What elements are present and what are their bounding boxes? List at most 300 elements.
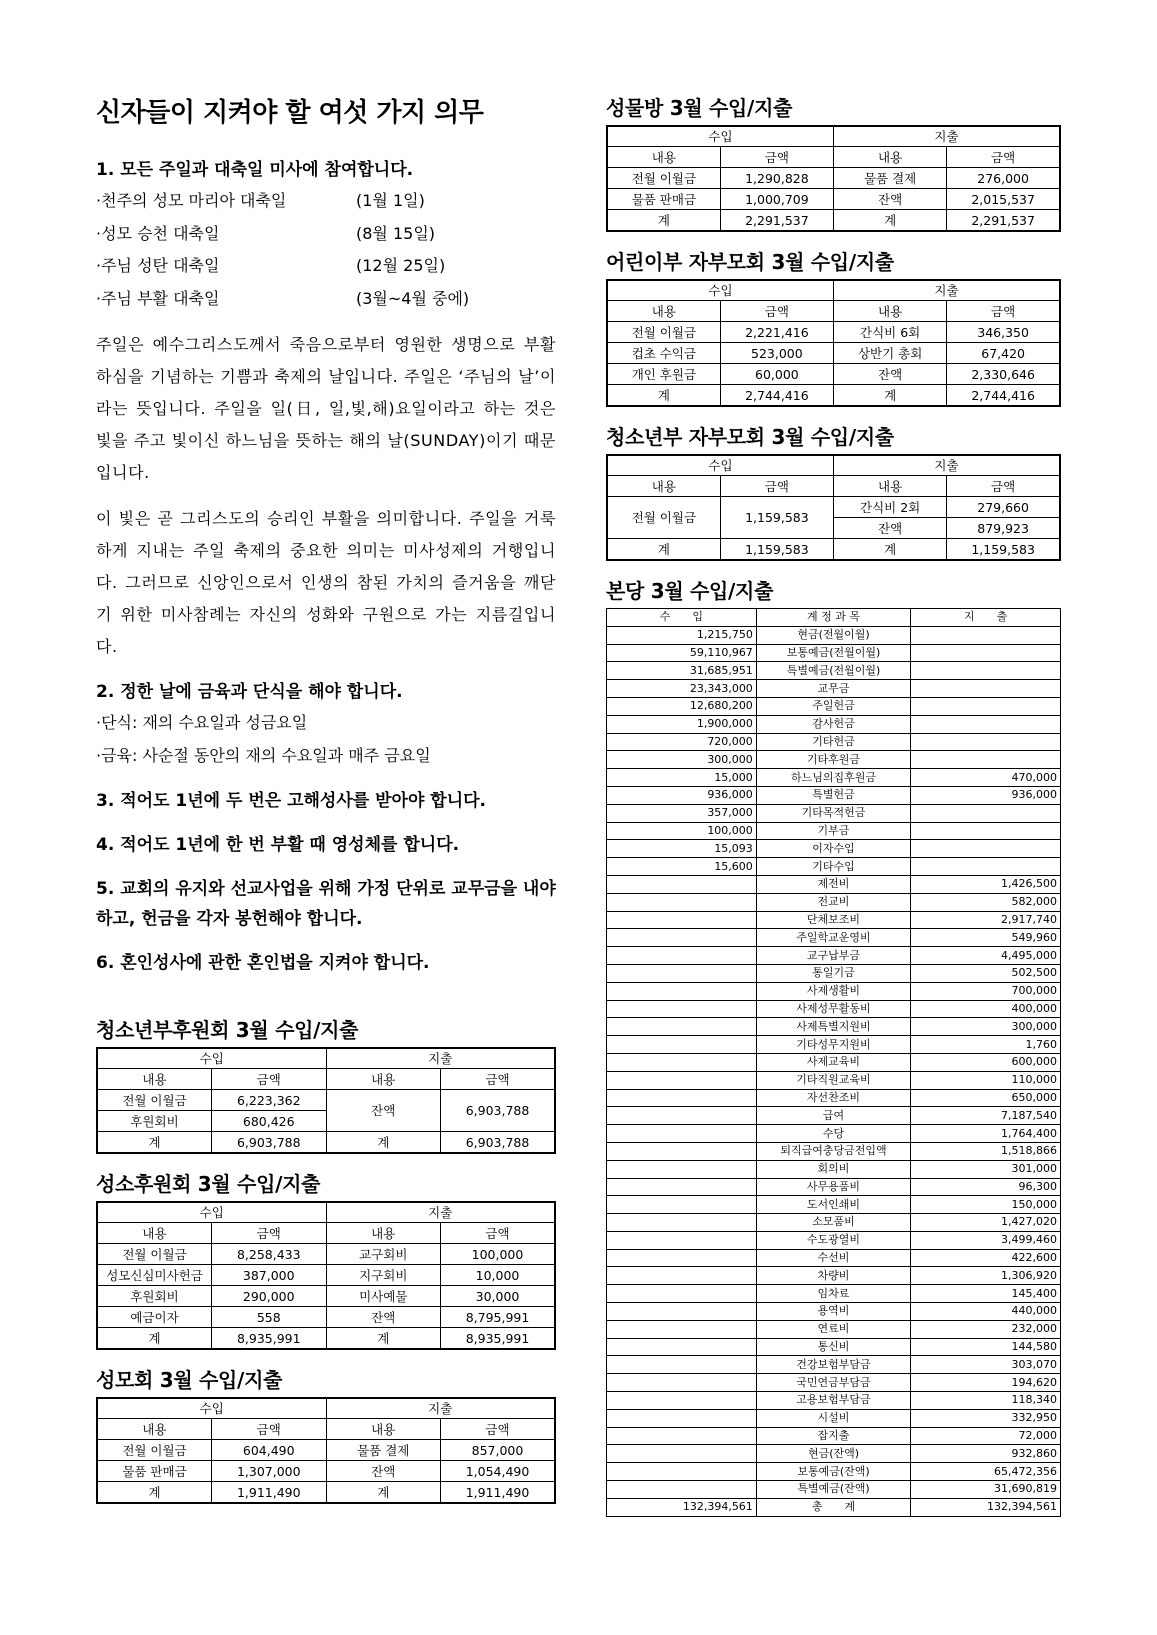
ledger-expense — [911, 697, 1061, 715]
ledger-row — [607, 1303, 1061, 1321]
ledger-row — [607, 662, 1061, 680]
cell: 개인 후원금 — [607, 364, 720, 385]
ledger-expense — [911, 804, 1061, 822]
table-row — [607, 497, 1060, 518]
ledger-row — [607, 1463, 1061, 1481]
ledger-income — [607, 1356, 757, 1374]
ledger-account: 감사헌금 — [756, 715, 910, 733]
cell: 잔액 — [326, 1090, 441, 1132]
ledger-account: 고용보험부담금 — [756, 1392, 910, 1410]
ledger-account: 현금(잔액) — [756, 1445, 910, 1463]
main-section — [606, 575, 1061, 1517]
ledger-expense: 422,600 — [911, 1249, 1061, 1267]
ledger-income — [607, 1445, 757, 1463]
cell: 8,935,991 — [441, 1328, 556, 1350]
cell: 523,000 — [720, 343, 833, 364]
cell: 67,420 — [947, 343, 1060, 364]
ledger-expense: 110,000 — [911, 1071, 1061, 1089]
total-row — [607, 539, 1060, 561]
right-column — [606, 92, 1061, 1517]
ledger-expense: 549,960 — [911, 929, 1061, 947]
cell: 물품 결제 — [326, 1440, 441, 1461]
mothers-table — [96, 1397, 556, 1504]
cell: 558 — [212, 1307, 327, 1328]
ledger-expense: 600,000 — [911, 1053, 1061, 1071]
ledger-row — [607, 644, 1061, 662]
ledger-expense: 303,070 — [911, 1356, 1061, 1374]
ledger-expense: 1,306,920 — [911, 1267, 1061, 1285]
ledger-row — [607, 1214, 1061, 1232]
income-header: 수입 — [97, 1048, 326, 1069]
cell: 계 — [607, 210, 720, 232]
cell: 전월 이월금 — [97, 1090, 212, 1111]
ledger-row — [607, 911, 1061, 929]
ledger-income — [607, 1125, 757, 1143]
ledger-expense — [911, 626, 1061, 644]
ledger-account: 기부금 — [756, 822, 910, 840]
col-item: 내용 — [326, 1069, 441, 1090]
ledger-income — [607, 893, 757, 911]
ledger-expense: 932,860 — [911, 1445, 1061, 1463]
cell: 물품 결제 — [834, 168, 947, 189]
table-row — [97, 1286, 555, 1307]
cell: 8,258,433 — [212, 1244, 327, 1265]
cell: 2,291,537 — [947, 210, 1060, 232]
ledger-income — [607, 1196, 757, 1214]
ledger-income — [607, 1000, 757, 1018]
feast-name: ·주님 부활 대축일 — [96, 288, 220, 308]
mothers-section — [96, 1364, 556, 1504]
ledger-income — [607, 1071, 757, 1089]
feast-item — [96, 283, 556, 316]
cell: 1,000,709 — [720, 189, 833, 210]
ledger-account: 퇴직급여충당금전입액 — [756, 1142, 910, 1160]
cell: 60,000 — [720, 364, 833, 385]
col-amount: 금액 — [720, 476, 833, 497]
ledger-row — [607, 964, 1061, 982]
cell: 6,903,788 — [441, 1132, 556, 1154]
income-header: 수입 — [97, 1202, 326, 1223]
ledger-income — [607, 947, 757, 965]
ledger-income: 300,000 — [607, 751, 757, 769]
ledger-expense: 150,000 — [911, 1196, 1061, 1214]
col-item: 내용 — [97, 1069, 212, 1090]
cell: 간식비 6회 — [834, 322, 947, 343]
col-item: 내용 — [97, 1223, 212, 1244]
youth-support-table — [96, 1047, 556, 1154]
col-item: 내용 — [326, 1223, 441, 1244]
ledger-income: 936,000 — [607, 786, 757, 804]
ledger-row — [607, 1356, 1061, 1374]
ledger-row — [607, 1285, 1061, 1303]
ledger-account: 수선비 — [756, 1249, 910, 1267]
table-row — [97, 1440, 555, 1461]
youth-support-section — [96, 1014, 556, 1154]
col-item: 내용 — [607, 301, 720, 322]
cell: 8,935,991 — [212, 1328, 327, 1350]
ledger-total-income: 132,394,561 — [607, 1498, 757, 1516]
ledger-income — [607, 1214, 757, 1232]
cell: 6,223,362 — [212, 1090, 327, 1111]
ledger-account: 건강보험부담금 — [756, 1356, 910, 1374]
feast-item — [96, 185, 556, 218]
ledger-income — [607, 1036, 757, 1054]
children-table — [606, 279, 1061, 407]
cell: 1,290,828 — [720, 168, 833, 189]
ledger-income — [607, 929, 757, 947]
ledger-account: 급여 — [756, 1107, 910, 1125]
ledger-row — [607, 804, 1061, 822]
ledger-expense: 400,000 — [911, 1000, 1061, 1018]
duty-4: 4. 적어도 1년에 한 번 부활 때 영성체를 합니다. — [96, 835, 460, 855]
duty-6: 6. 혼인성사에 관한 혼인법을 지켜야 합니다. — [96, 953, 430, 973]
ledger-row — [607, 1125, 1061, 1143]
abstain-rule: ·금육: 사순절 동안의 재의 수요일과 매주 금요일 — [96, 745, 431, 765]
ledger-expense: 194,620 — [911, 1374, 1061, 1392]
ledger-expense: 7,187,540 — [911, 1107, 1061, 1125]
ledger-income — [607, 875, 757, 893]
cell: 잔액 — [834, 364, 947, 385]
ledger-income: 1,215,750 — [607, 626, 757, 644]
col-amount: 금액 — [947, 476, 1060, 497]
ledger-row — [607, 626, 1061, 644]
ledger-income: 100,000 — [607, 822, 757, 840]
ledger-expense: 582,000 — [911, 893, 1061, 911]
ledger-account: 국민연금부담금 — [756, 1374, 910, 1392]
cell: 6,903,788 — [441, 1090, 556, 1132]
ledger-row — [607, 947, 1061, 965]
ledger-income — [607, 1160, 757, 1178]
ledger-expense: 332,950 — [911, 1409, 1061, 1427]
ledger-row — [607, 929, 1061, 947]
feast-name: ·성모 승천 대축일 — [96, 223, 220, 243]
col-amount: 금액 — [947, 147, 1060, 168]
section-title: 청소년부 자부모회 3월 수입/지출 — [606, 425, 894, 449]
cell: 예금이자 — [97, 1307, 212, 1328]
total-row — [607, 385, 1060, 407]
total-row — [97, 1328, 555, 1350]
ledger-row — [607, 1267, 1061, 1285]
cell: 후원회비 — [97, 1286, 212, 1307]
ledger-row — [607, 1160, 1061, 1178]
ledger-row — [607, 858, 1061, 876]
ledger-row — [607, 1196, 1061, 1214]
goods-table — [606, 125, 1061, 232]
ledger-row — [607, 1231, 1061, 1249]
ledger-expense: 1,426,500 — [911, 875, 1061, 893]
ledger-account: 잡지출 — [756, 1427, 910, 1445]
income-header: 수입 — [607, 280, 834, 301]
ledger-row — [607, 1338, 1061, 1356]
cell: 276,000 — [947, 168, 1060, 189]
section-title: 본당 3월 수입/지출 — [606, 579, 774, 603]
ledger-expense — [911, 644, 1061, 662]
cell: 상반기 총회 — [834, 343, 947, 364]
ledger-account: 사무용품비 — [756, 1178, 910, 1196]
expense-header: 지출 — [834, 455, 1061, 476]
children-section — [606, 246, 1061, 407]
ledger-row — [607, 1392, 1061, 1410]
ledger-expense: 31,690,819 — [911, 1481, 1061, 1499]
ledger-expense — [911, 715, 1061, 733]
ledger-income — [607, 1320, 757, 1338]
ledger-total-label: 총 계 — [756, 1498, 910, 1516]
ledger-income: 357,000 — [607, 804, 757, 822]
ledger-expense: 1,518,866 — [911, 1142, 1061, 1160]
fast-rule: ·단식: 재의 수요일과 성금요일 — [96, 713, 308, 732]
col-amount: 금액 — [212, 1223, 327, 1244]
income-header: 수입 — [97, 1398, 326, 1419]
cell: 잔액 — [834, 518, 947, 539]
ledger-row — [607, 875, 1061, 893]
ledger-income — [607, 1481, 757, 1499]
ledger-account: 수당 — [756, 1125, 910, 1143]
cell: 계 — [97, 1482, 212, 1504]
feast-name: ·주님 성탄 대축일 — [96, 256, 220, 275]
cell: 계 — [326, 1482, 441, 1504]
cell: 604,490 — [212, 1440, 327, 1461]
sunday-paragraph: 주일은 예수그리스도께서 죽음으로부터 영원한 생명으로 부활하심을 기념하는 기쁨과 축제의 날입니다. 주일은 ‘주님의 날’이라는 뜻입니다. 주일을 일(日, 일,빛,해)요일이라고 하는 것은 빛을 주고 빛이신 하느님을 뜻하는 해의 날(SUNDAY)이기 때문입니다. — [96, 335, 556, 482]
ledger-income — [607, 1142, 757, 1160]
ledger-row — [607, 840, 1061, 858]
ledger-total-expense: 132,394,561 — [911, 1498, 1061, 1516]
section-title: 청소년부후원회 3월 수입/지출 — [96, 1018, 359, 1042]
feast-item — [96, 218, 556, 251]
ledger-income: 15,600 — [607, 858, 757, 876]
expense-header: 지출 — [326, 1398, 555, 1419]
cell: 1,054,490 — [441, 1461, 556, 1482]
ledger-header-expense: 지 출 — [911, 609, 1061, 627]
cell: 30,000 — [441, 1286, 556, 1307]
feast-date: (12월 25일) — [356, 256, 446, 275]
cell: 계 — [834, 385, 947, 407]
cell: 10,000 — [441, 1265, 556, 1286]
ledger-income — [607, 1427, 757, 1445]
cell: 간식비 2회 — [834, 497, 947, 518]
col-item: 내용 — [834, 301, 947, 322]
cell: 879,923 — [947, 518, 1060, 539]
ledger-account: 교구납부금 — [756, 947, 910, 965]
table-row — [97, 1090, 555, 1111]
ledger-expense: 4,495,000 — [911, 947, 1061, 965]
ledger-expense: 301,000 — [911, 1160, 1061, 1178]
ledger-income — [607, 1392, 757, 1410]
ledger-account: 통일기금 — [756, 964, 910, 982]
col-amount: 금액 — [212, 1419, 327, 1440]
cell: 계 — [326, 1328, 441, 1350]
ledger-expense: 65,472,356 — [911, 1463, 1061, 1481]
ledger-account: 특별예금(잔액) — [756, 1481, 910, 1499]
table-row — [97, 1307, 555, 1328]
ledger-row — [607, 982, 1061, 1000]
ledger-row — [607, 1018, 1061, 1036]
ledger-account: 기타직원교육비 — [756, 1071, 910, 1089]
ledger-income: 15,093 — [607, 840, 757, 858]
ledger-expense: 144,580 — [911, 1338, 1061, 1356]
col-item: 내용 — [97, 1419, 212, 1440]
col-amount: 금액 — [947, 301, 1060, 322]
total-row — [607, 210, 1060, 232]
ledger-income — [607, 1178, 757, 1196]
duty-3: 3. 적어도 1년에 두 번은 고해성사를 받아야 합니다. — [96, 791, 487, 811]
cell: 1,307,000 — [212, 1461, 327, 1482]
expense-header: 지출 — [326, 1048, 555, 1069]
ledger-account: 기타성무지원비 — [756, 1036, 910, 1054]
col-amount: 금액 — [212, 1069, 327, 1090]
ledger-expense: 650,000 — [911, 1089, 1061, 1107]
ledger-expense — [911, 733, 1061, 751]
col-item: 내용 — [834, 147, 947, 168]
ledger-account: 보통예금(잔액) — [756, 1463, 910, 1481]
col-item: 내용 — [834, 476, 947, 497]
cell: 잔액 — [326, 1461, 441, 1482]
cell: 성모신심미사헌금 — [97, 1265, 212, 1286]
left-column — [96, 92, 556, 1504]
cell: 1,159,583 — [947, 539, 1060, 561]
cell: 전월 이월금 — [607, 322, 720, 343]
ledger-account: 보통예금(전월이월) — [756, 644, 910, 662]
cell: 1,159,583 — [720, 497, 833, 539]
cell: 6,903,788 — [212, 1132, 327, 1154]
ledger-row — [607, 715, 1061, 733]
cell: 계 — [326, 1132, 441, 1154]
ledger-row — [607, 680, 1061, 698]
ledger-income: 1,900,000 — [607, 715, 757, 733]
ledger-income: 59,110,967 — [607, 644, 757, 662]
ledger-account: 전교비 — [756, 893, 910, 911]
ledger-income — [607, 1089, 757, 1107]
ledger-expense: 440,000 — [911, 1303, 1061, 1321]
table-row — [607, 168, 1060, 189]
col-amount: 금액 — [441, 1223, 556, 1244]
ledger-row — [607, 1481, 1061, 1499]
cell: 857,000 — [441, 1440, 556, 1461]
cell: 100,000 — [441, 1244, 556, 1265]
ledger-expense — [911, 751, 1061, 769]
ledger-account: 특별예금(전월이월) — [756, 662, 910, 680]
col-item: 내용 — [607, 147, 720, 168]
ledger-row — [607, 893, 1061, 911]
cell: 교구회비 — [326, 1244, 441, 1265]
ledger-expense: 700,000 — [911, 982, 1061, 1000]
ledger-income — [607, 1267, 757, 1285]
cell: 전월 이월금 — [97, 1244, 212, 1265]
table-row — [97, 1244, 555, 1265]
ledger-account: 기타후원금 — [756, 751, 910, 769]
col-amount: 금액 — [441, 1419, 556, 1440]
ledger-expense: 232,000 — [911, 1320, 1061, 1338]
cell: 1,911,490 — [212, 1482, 327, 1504]
feast-name: ·천주의 성모 마리아 대축일 — [96, 191, 287, 210]
ledger-expense: 2,917,740 — [911, 911, 1061, 929]
ledger-row — [607, 733, 1061, 751]
section-title: 어린이부 자부모회 3월 수입/지출 — [606, 250, 894, 274]
ledger-account: 용역비 — [756, 1303, 910, 1321]
teens-table — [606, 454, 1061, 561]
ledger-income — [607, 982, 757, 1000]
ledger-account: 임차료 — [756, 1285, 910, 1303]
cell: 잔액 — [834, 189, 947, 210]
cell: 2,221,416 — [720, 322, 833, 343]
col-item: 내용 — [326, 1419, 441, 1440]
ledger-account: 이자수입 — [756, 840, 910, 858]
feast-date: (1월 1일) — [356, 191, 425, 210]
cell: 잔액 — [326, 1307, 441, 1328]
ledger-expense: 145,400 — [911, 1285, 1061, 1303]
cell: 컵초 수익금 — [607, 343, 720, 364]
ledger-expense: 300,000 — [911, 1018, 1061, 1036]
expense-header: 지출 — [834, 126, 1061, 147]
ledger-account: 기타목적헌금 — [756, 804, 910, 822]
cell: 전월 이월금 — [607, 497, 720, 539]
cell: 2,330,646 — [947, 364, 1060, 385]
vocation-table — [96, 1201, 556, 1350]
ledger-expense: 72,000 — [911, 1427, 1061, 1445]
ledger-row — [607, 786, 1061, 804]
ledger-income — [607, 1107, 757, 1125]
cell: 2,291,537 — [720, 210, 833, 232]
cell: 전월 이월금 — [607, 168, 720, 189]
cell: 8,795,991 — [441, 1307, 556, 1328]
ledger-row — [607, 1053, 1061, 1071]
ledger-row — [607, 1036, 1061, 1054]
cell: 279,660 — [947, 497, 1060, 518]
ledger-expense: 502,500 — [911, 964, 1061, 982]
cell: 680,426 — [212, 1111, 327, 1132]
cell: 346,350 — [947, 322, 1060, 343]
ledger-header-income: 수 입 — [607, 609, 757, 627]
ledger-income: 12,680,200 — [607, 697, 757, 715]
duty-1: 1. 모든 주일과 대축일 미사에 참여합니다. — [96, 160, 414, 180]
cell: 계 — [97, 1328, 212, 1350]
ledger-row — [607, 1374, 1061, 1392]
cell: 지구회비 — [326, 1265, 441, 1286]
ledger-expense: 936,000 — [911, 786, 1061, 804]
ledger-row — [607, 1071, 1061, 1089]
ledger-expense: 1,764,400 — [911, 1125, 1061, 1143]
col-amount: 금액 — [720, 301, 833, 322]
cell: 2,015,537 — [947, 189, 1060, 210]
ledger-row — [607, 751, 1061, 769]
col-amount: 금액 — [441, 1069, 556, 1090]
cell: 물품 판매금 — [97, 1461, 212, 1482]
ledger-expense: 1,760 — [911, 1036, 1061, 1054]
cell: 1,911,490 — [441, 1482, 556, 1504]
ledger-account: 주일학교운영비 — [756, 929, 910, 947]
ledger-account: 하느님의집후원금 — [756, 769, 910, 787]
ledger-account: 통신비 — [756, 1338, 910, 1356]
col-item: 내용 — [607, 476, 720, 497]
ledger-expense — [911, 822, 1061, 840]
ledger-expense: 470,000 — [911, 769, 1061, 787]
ledger-row — [607, 1427, 1061, 1445]
cell: 1,159,583 — [720, 539, 833, 561]
ledger-income: 31,685,951 — [607, 662, 757, 680]
ledger-income — [607, 1053, 757, 1071]
ledger-row — [607, 769, 1061, 787]
cell: 계 — [834, 539, 947, 561]
ledger-income — [607, 1303, 757, 1321]
ledger-income — [607, 1285, 757, 1303]
ledger-account: 기타헌금 — [756, 733, 910, 751]
duties-title: 신자들이 지켜야 할 여섯 가지 의무 — [96, 98, 484, 128]
ledger-account: 자선찬조비 — [756, 1089, 910, 1107]
section-title: 성물방 3월 수입/지출 — [606, 96, 793, 120]
ledger-income — [607, 964, 757, 982]
ledger-account: 차량비 — [756, 1267, 910, 1285]
total-row — [97, 1482, 555, 1504]
table-row — [607, 322, 1060, 343]
